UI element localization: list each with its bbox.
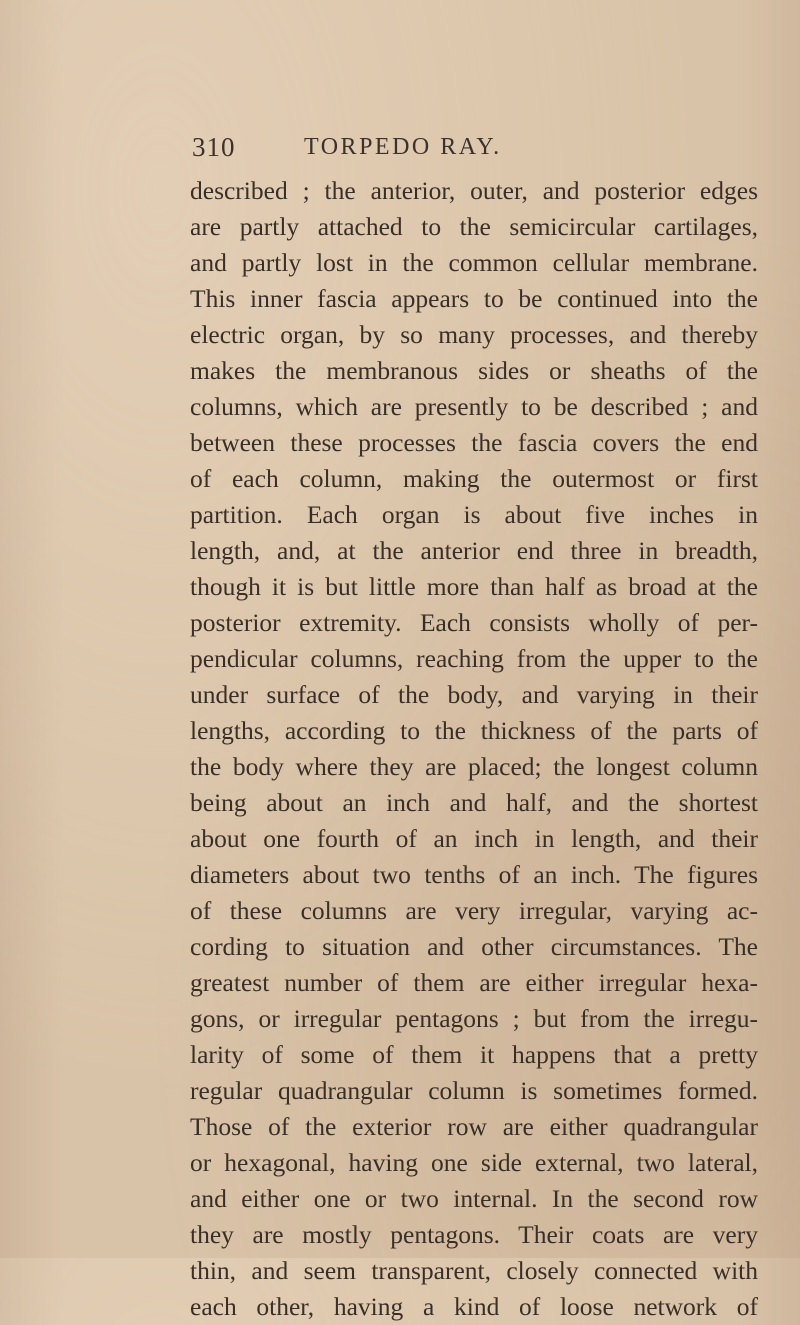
text-line: about one fourth of an inch in length, and their	[190, 824, 758, 853]
text-line: gons, or irregular pentagons ; but from the irregu-	[190, 1004, 758, 1033]
text-line: length, and, at the anterior end three in breadth,	[190, 536, 758, 565]
text-line: makes the membranous sides or sheaths of the	[190, 356, 758, 385]
text-line: regular quadrangular column is sometimes formed.	[190, 1076, 758, 1105]
text-line: are partly attached to the semicircular cartilages,	[190, 212, 758, 241]
text-line: greatest number of them are either irregular hexa-	[190, 968, 758, 997]
text-line: thin, and seem transparent, closely connected with	[190, 1256, 758, 1285]
text-line: cording to situation and other circumstances. The	[190, 932, 758, 961]
text-line: and either one or two internal. In the second row	[190, 1184, 758, 1213]
text-line: pendicular columns, reaching from the upper to the	[190, 644, 758, 673]
text-line: columns, which are presently to be described ; and	[190, 392, 758, 421]
text-line: diameters about two tenths of an inch. The figures	[190, 860, 758, 889]
text-line: or hexagonal, having one side external, two lateral,	[190, 1148, 758, 1177]
page-number: 310	[192, 132, 236, 162]
text-line: described ; the anterior, outer, and posterior edges	[190, 176, 758, 205]
text-line: lengths, according to the thickness of the parts of	[190, 716, 758, 745]
body-text	[190, 173, 758, 1325]
text-line: Those of the exterior row are either quadrangular	[190, 1112, 758, 1141]
text-line: being about an inch and half, and the shortest	[190, 788, 758, 817]
running-head	[192, 128, 752, 164]
text-line: they are mostly pentagons. Their coats are very	[190, 1220, 758, 1249]
running-title: TORPEDO RAY.	[304, 134, 502, 160]
text-line: each other, having a kind of loose network of	[190, 1292, 758, 1321]
text-line: of these columns are very irregular, varying ac-	[190, 896, 758, 925]
text-line: of each column, making the outermost or first	[190, 464, 758, 493]
text-line: the body where they are placed; the longest column	[190, 752, 758, 781]
text-line: partition. Each organ is about five inches in	[190, 500, 758, 529]
text-line: though it is but little more than half as broad at the	[190, 572, 758, 601]
text-line: under surface of the body, and varying in their	[190, 680, 758, 709]
text-line: posterior extremity. Each consists wholly of per-	[190, 608, 758, 637]
text-line: electric organ, by so many processes, and thereby	[190, 320, 758, 349]
text-line: This inner fascia appears to be continued into the	[190, 284, 758, 313]
text-line: and partly lost in the common cellular membrane.	[190, 248, 758, 277]
text-line: between these processes the fascia covers the end	[190, 428, 758, 457]
text-line: larity of some of them it happens that a pretty	[190, 1040, 758, 1069]
